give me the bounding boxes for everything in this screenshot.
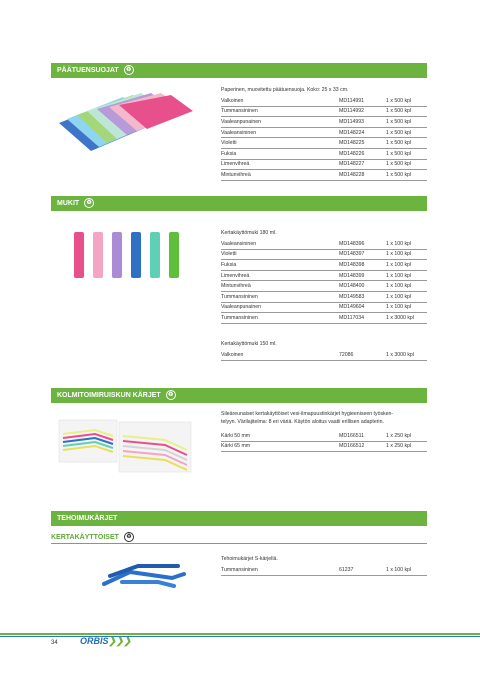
subtitle-label: KERTAKÄYTTÖISET [51,533,119,541]
product-code: MD148225 [339,138,386,149]
cups-description-150: Kertakäyttömuki 150 ml. [221,341,277,347]
product-code: MD148228 [339,170,386,181]
section-title: PÄÄTUENSUOJAT [57,67,119,74]
product-color: Tummansininen [221,313,339,324]
package-size: 1 x 500 kpl [386,117,427,128]
product-color: Tummansininen [221,291,339,302]
section-header-head-covers [51,63,427,78]
product-color: Kärki 50 mm [221,431,339,441]
package-size: 1 x 500 kpl [386,159,427,170]
package-size: 1 x 100 kpl [386,565,427,575]
suction-tips-image [100,556,190,590]
package-size: 1 x 100 kpl [386,281,427,292]
table-row [221,431,427,441]
cups-table-150 [221,350,427,361]
product-code: 72086 [339,350,386,360]
suction-tips-table [221,565,427,576]
product-color: Kärki 65 mm [221,441,339,452]
syringe-tips-description-line2: telyyn. Värilajitelma: 8 eri väriä. Käytön aloitus vaatii erillisen adapterin. [221,419,384,425]
product-color: Tummansininen [221,565,339,575]
syringe-tips-description [221,410,393,426]
page-number: 34 [51,640,58,646]
table-row [221,159,427,170]
package-size: 1 x 500 kpl [386,96,427,106]
table-row [221,249,427,260]
footer-divider [0,633,480,635]
product-code: MD149604 [339,302,386,313]
product-color: Valkoinen [221,350,339,360]
product-code: MD149583 [339,291,386,302]
table-row [221,117,427,128]
syringe-tips-table [221,431,427,452]
divider [51,543,427,544]
suction-tips-description: Tehoimukärjet S-kärjellä. [221,556,278,562]
table-row [221,106,427,117]
product-code: MD148397 [339,249,386,260]
product-code: MD148396 [339,239,386,249]
product-code: MD117034 [339,313,386,324]
syringe-tips-description-line1: Sileäreunaiset kertakäyttöiset vesi-ilmapuustinkärjet hygieeniseen työsken- [221,411,394,417]
recycle-icon: ♻ [124,532,134,542]
cups-description-180: Kertakäyttömuki 180 ml. [221,230,277,236]
cups-table-180 [221,239,427,324]
table-row [221,350,427,360]
product-code: MD148398 [339,260,386,271]
recycle-icon: ♻ [124,65,134,75]
head-covers-table [221,96,427,181]
package-size: 1 x 100 kpl [386,249,427,260]
product-color: Vaaleanpunainen [221,302,339,313]
package-size: 1 x 100 kpl [386,302,427,313]
package-size: 1 x 3000 kpl [386,313,427,324]
table-row [221,281,427,292]
table-row [221,170,427,181]
product-color: Vaaleanpunainen [221,117,339,128]
package-size: 1 x 500 kpl [386,106,427,117]
section-title: MUKIT [57,200,80,207]
head-covers-image [55,93,195,155]
table-row [221,127,427,138]
product-code: MD166512 [339,441,386,452]
package-size: 1 x 100 kpl [386,291,427,302]
product-code: MD114991 [339,96,386,106]
head-covers-description: Paperinen, muovitettu päätuensuoja. Koko: 25 x 33 cm. [221,87,349,93]
section-title: TEHOIMUKÄRJET [57,515,118,522]
product-code: 61237 [339,565,386,575]
product-code: MD148226 [339,148,386,159]
product-color: Violetti [221,138,339,149]
product-code: MD114992 [339,106,386,117]
package-size: 1 x 500 kpl [386,127,427,138]
table-row [221,96,427,106]
brand-name: ORBIS [80,636,109,646]
table-row [221,270,427,281]
section-title: KOLMITOIMIRUISKUN KÄRJET [57,392,161,399]
table-row [221,291,427,302]
product-color: Fuksia [221,148,339,159]
table-row [221,260,427,271]
product-code: MD148224 [339,127,386,138]
package-size: 1 x 500 kpl [386,148,427,159]
brand-logo [80,636,131,647]
product-code: MD148399 [339,270,386,281]
cups-image [68,228,183,280]
product-color: Vaaleansininen [221,239,339,249]
table-row [221,441,427,452]
product-code: MD166511 [339,431,386,441]
package-size: 1 x 3000 kpl [386,350,427,360]
package-size: 1 x 100 kpl [386,239,427,249]
section-header-cups [51,196,427,211]
product-color: Limenvihreä [221,270,339,281]
package-size: 1 x 250 kpl [386,431,427,441]
product-code: MD148400 [339,281,386,292]
syringe-tips-image [55,416,195,476]
suction-tips-subtitle [51,532,134,542]
table-row [221,565,427,575]
brand-chevrons-icon: ❯❯❯ [108,636,132,646]
package-size: 1 x 100 kpl [386,270,427,281]
package-size: 1 x 250 kpl [386,441,427,452]
table-row [221,148,427,159]
table-row [221,313,427,324]
section-header-suction-tips [51,511,427,526]
recycle-icon: ♻ [84,198,94,208]
product-code: MD148227 [339,159,386,170]
footer-divider-blue [0,636,480,637]
table-row [221,302,427,313]
product-color: Valkoinen [221,96,339,106]
section-header-syringe-tips [51,388,427,403]
package-size: 1 x 100 kpl [386,260,427,271]
product-color: Violetti [221,249,339,260]
table-row [221,138,427,149]
table-row [221,239,427,249]
package-size: 1 x 500 kpl [386,138,427,149]
product-color: Limenvihreä [221,159,339,170]
product-color: Tummansininen [221,106,339,117]
product-color: Fuksia [221,260,339,271]
product-code: MD114993 [339,117,386,128]
product-color: Mintunvihreä [221,170,339,181]
product-color: Mintunvihreä [221,281,339,292]
recycle-icon: ♻ [166,390,176,400]
product-color: Vaaleansininen [221,127,339,138]
package-size: 1 x 500 kpl [386,170,427,181]
